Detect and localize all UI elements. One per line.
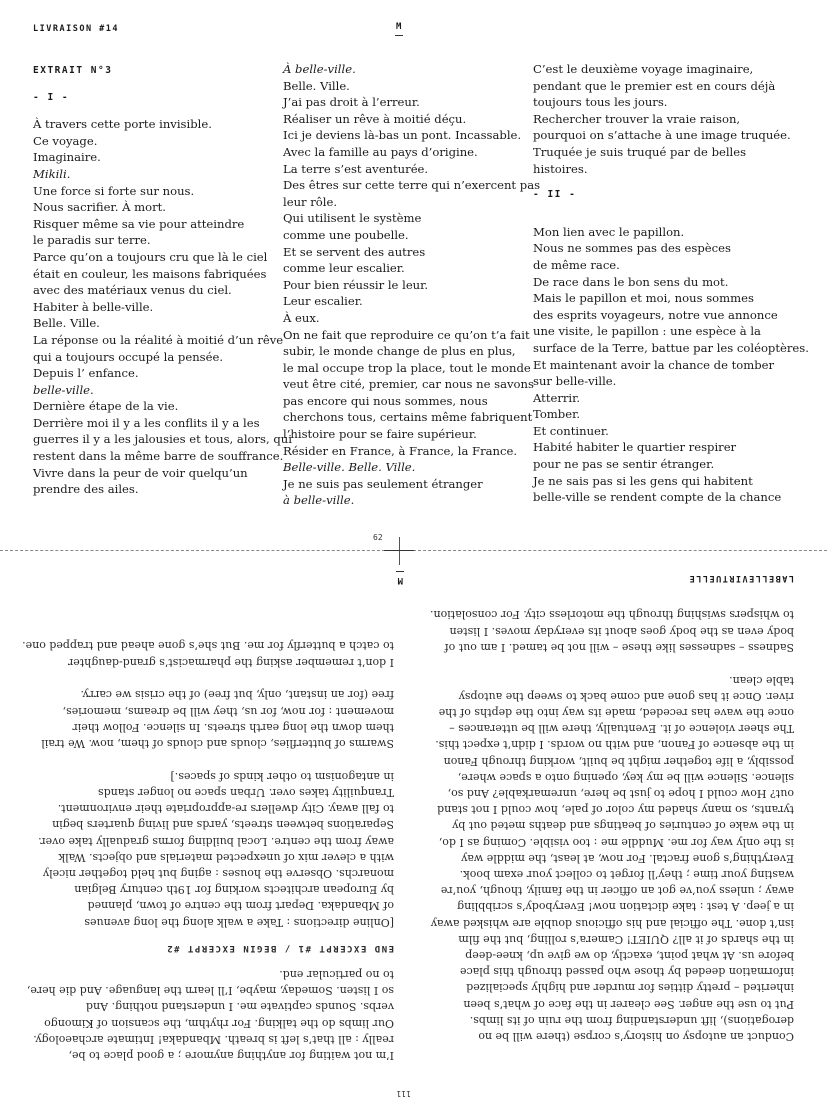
- text-line: to catch a butterfly for me. But she’s gone ahead and trapped one.: [22, 639, 394, 653]
- text-line: Réaliser un rêve à moitié déçu.: [283, 111, 467, 126]
- text-line: inherited – pretty ditties for murder and highly specialized: [466, 981, 794, 995]
- text-line: qui a toujours occupé la pensée.: [33, 349, 224, 364]
- text-line: really : all that’s left is breath. Mbandaka! Intimate archaeology.: [33, 1032, 394, 1046]
- text-line: Belle. Ville.: [283, 78, 350, 93]
- text-line: Everything’s gone fractal. For now, at least, the middle way: [461, 851, 794, 865]
- page-mark-bottom: M: [396, 575, 403, 585]
- english-column-left: [430, 606, 794, 1044]
- text-line: cherchons tous, certains même fabriquent: [283, 410, 533, 425]
- text-line: away from the centre. Local building forms gradually take over.: [38, 834, 394, 848]
- text-line: Qui utilisent le système: [283, 211, 422, 226]
- text-line: Conduct an autopsy on history’s corpse (there will be no: [478, 1030, 794, 1043]
- text-line: Rechercher trouver la vraie raison,: [533, 111, 741, 126]
- text-line: le paradis sur terre.: [33, 233, 151, 248]
- text-line: tyrants, so many shaded my color of pale, how could I not stand: [437, 803, 794, 817]
- text-line: belle-ville se rendent compte de la chance: [533, 490, 782, 505]
- text-line: Truquée je suis truqué par de belles: [533, 144, 747, 159]
- text-line: De race dans le bon sens du mot.: [533, 274, 729, 289]
- column-2: [283, 61, 540, 509]
- text-line: À travers cette porte invisible.: [33, 117, 212, 132]
- text-line: Put to use the anger. See clearer in the face of what’s been: [463, 997, 794, 1011]
- text-line: pourquoi on s’attache à une image truquée.: [533, 128, 791, 143]
- text-line: une visite, le papillon : une espèce à la: [533, 324, 761, 339]
- text-line: so I listen. Someday, maybe, I’ll learn the language. And die here,: [26, 984, 394, 998]
- text-line: to whispers swishing through the motorless city. For consolation.: [430, 608, 794, 622]
- text-line: Nous ne sommes pas des espèces: [533, 241, 731, 256]
- text-line: prendre des ailes.: [33, 482, 139, 497]
- text-line: to no particular end.: [279, 967, 394, 981]
- text-line: Je ne suis pas seulement étranger: [283, 476, 483, 491]
- excerpt-divider: END EXCERPT #1 / BEGIN EXCERPT #2: [165, 942, 394, 953]
- text-line: Belle-ville. Belle. Ville.: [283, 460, 416, 475]
- text-line: I’m not waiting for anything anymore ; a good place to be,: [68, 1049, 394, 1062]
- text-line: guerres il y a les jalousies et tous, alors, qui: [33, 432, 292, 447]
- text-line: Separations between streets, yards and living quarters begin: [52, 818, 394, 832]
- mark-underline-top: [395, 35, 403, 36]
- text-line: monarchs. Observe the houses : aging but held together nicely: [42, 866, 394, 880]
- text-line: l’histoire pour se faire supérieur.: [283, 427, 477, 442]
- text-line: comme leur escalier.: [283, 261, 405, 276]
- issue-header: LIVRAISON #14: [33, 24, 120, 34]
- english-left-lines: [430, 606, 794, 1044]
- column-1-lines: [33, 116, 292, 498]
- text-line: C’est le deuxième voyage imaginaire,: [533, 62, 754, 76]
- text-line: comme une poubelle.: [283, 227, 409, 242]
- text-line: Ici je deviens là-bas un pont. Incassable.: [283, 128, 522, 143]
- text-line: I don’t remember asking the pharmacist’s grand-daughter: [68, 655, 394, 669]
- text-line: Swarms of butterflies, clouds and clouds of them, now. We trail: [41, 736, 394, 750]
- text-line: à belle-ville.: [283, 493, 355, 508]
- text-line: in the wake of centuries of beatings and deaths meted out by: [452, 819, 794, 833]
- text-line: Résider en France, à France, la France.: [283, 443, 518, 458]
- column-3-lines-b: [533, 224, 809, 506]
- text-line: surface de la Terre, battue par les coléoptères.: [533, 340, 809, 355]
- paragraph-gap: [430, 655, 794, 672]
- text-line: Mais le papillon et moi, nous sommes: [533, 291, 754, 306]
- text-line: to fall away. City dwellers re-appropriate their environment.: [57, 802, 394, 816]
- text-line: À eux.: [283, 310, 320, 325]
- text-line: in antagonism to other kinds of spaces.]: [170, 769, 394, 783]
- text-line: in a jeep. A test : take dictation now! Everybody’s scribbling: [457, 900, 794, 914]
- text-line: possibly, a life together might be built, working through Fanon: [443, 754, 794, 768]
- text-line: Et se servent des autres: [283, 244, 426, 259]
- text-line: isn’t done. The official and his officious double are whisked away: [430, 916, 794, 930]
- text-line: in the shards of it all? QUIET! Camera’s rolling, but the film: [458, 932, 794, 946]
- text-line: Nous sacrifier. À mort.: [33, 200, 166, 215]
- text-line: away ; unless you’ve got an officer in the family, though, you’re: [440, 884, 794, 898]
- text-line: [Online directions : Take a walk along the long avenues: [84, 915, 394, 929]
- text-line: Des êtres sur cette terre qui n’exercent pas: [283, 178, 541, 193]
- text-line: wasting your time ; they’ll forget to collect your exam book.: [459, 867, 794, 881]
- text-line: free (for an instant, only, but free) of the crisis we carry.: [80, 688, 394, 702]
- text-line: Risquer même sa vie pour atteindre: [33, 216, 245, 231]
- text-line: Habité habiter le quartier respirer: [533, 440, 737, 455]
- footer-brand: LABELLEVIRTUELLE: [688, 573, 794, 583]
- text-line: pour ne pas se sentir étranger.: [533, 457, 715, 472]
- text-line: body even as the body goes about its everyday moves. I listen: [449, 624, 794, 638]
- column-1: [33, 63, 292, 498]
- text-line: verbs. Sounds captivate me. I understand nothing. And: [86, 1000, 394, 1014]
- english-right-lines: [22, 966, 394, 1063]
- text-line: de même race.: [533, 257, 620, 272]
- text-line: them down the long earth streets. In silence. Follow their: [72, 720, 394, 734]
- text-line: Parce qu’on a toujours cru que là le ciel: [33, 249, 268, 264]
- paragraph-gap: [22, 670, 394, 687]
- text-line: Derrière moi il y a les conflits il y a les: [33, 415, 260, 430]
- text-line: Sadness – sadnesses like these – will not be tamed. I am out of: [444, 640, 794, 654]
- text-line: avec des matériaux venus du ciel.: [33, 283, 232, 298]
- text-line: The sheer violence of it. Eventually, there will be utterances –: [449, 722, 794, 736]
- text-line: Depuis l’ enfance.: [33, 366, 139, 381]
- text-line: Imaginaire.: [33, 150, 101, 165]
- page-number-bottom: 111: [396, 1089, 411, 1098]
- text-line: restent dans la même barre de souffrance.: [33, 449, 284, 464]
- text-line: Mon lien avec le papillon.: [533, 224, 685, 239]
- section-heading: - I -: [33, 91, 70, 103]
- text-line: Ce voyage.: [33, 133, 98, 148]
- text-line: information deeded by those who passed through this place: [460, 965, 794, 979]
- column-2-lines: [283, 61, 540, 509]
- text-line: Habiter à belle-ville.: [33, 299, 154, 314]
- text-line: Avec la famille au pays d’origine.: [283, 144, 478, 159]
- paragraph-gap: [22, 751, 394, 768]
- text-line: Mikili.: [33, 166, 71, 181]
- column-3: [533, 61, 809, 506]
- text-line: Leur escalier.: [283, 294, 363, 309]
- text-line: Dernière étape de la vie.: [33, 399, 179, 414]
- text-line: histoires.: [533, 161, 588, 176]
- text-line: Tomber.: [533, 407, 581, 422]
- english-column-right: [22, 637, 394, 1063]
- text-line: in the absence of Fanon, and with no words. I didn’t expect this.: [435, 738, 794, 752]
- text-line: Pour bien réussir le leur.: [283, 277, 429, 292]
- text-line: La terre s’est aventurée.: [283, 161, 429, 176]
- text-line: était en couleur, les maisons fabriquées: [33, 266, 267, 281]
- text-line: Belle. Ville.: [33, 316, 100, 331]
- text-line: derogations), lift understanding from the ruin of its limbs.: [469, 1013, 794, 1027]
- text-line: once the wave has receded, made its way into the depths of the: [438, 705, 794, 719]
- text-line: movement : for now, for us, they will be dreams, memories,: [62, 704, 394, 718]
- text-line: table clean.: [729, 673, 794, 687]
- text-line: belle-ville.: [33, 382, 94, 397]
- text-line: J’ai pas droit à l’erreur.: [283, 95, 420, 110]
- page-number-top: 62: [373, 533, 383, 542]
- text-line: Et continuer.: [533, 423, 609, 438]
- text-line: veut être cité, premier, car nous ne savons: [283, 377, 534, 392]
- text-line: out? How could I hope to just be here, unremarkable? And so,: [447, 786, 794, 800]
- inverted-page: [0, 551, 827, 1102]
- text-line: des esprits voyageurs, notre vue annonce: [533, 307, 778, 322]
- text-line: of Mbandaka. Depart from the centre of town, planned: [87, 899, 394, 913]
- text-line: pas encore qui nous sommes, nous: [283, 393, 488, 408]
- text-line: Atterrir.: [533, 390, 581, 405]
- text-line: Et maintenant avoir la chance de tomber: [533, 357, 775, 372]
- text-line: Our limbs do the talking. For rhythm, the scansion of Kimongo: [44, 1016, 394, 1030]
- text-line: On ne fait que reproduire ce qu’on t’a fait: [283, 327, 530, 342]
- text-line: Une force si forte sur nous.: [33, 183, 195, 198]
- text-line: by European architects working for 19th century Belgian: [74, 883, 394, 897]
- text-line: La réponse ou la réalité à moitié d’un rêve: [33, 332, 284, 347]
- text-line: le mal occupe trop la place, tout le monde: [283, 360, 531, 375]
- english-right-lines-b: [22, 637, 394, 929]
- text-line: toujours tous les jours.: [533, 95, 668, 110]
- section-heading: - II -: [533, 189, 577, 201]
- text-line: subir, le monde change de plus en plus,: [283, 344, 516, 359]
- text-line: Tranquility takes over. Urban space no longer stands: [98, 785, 394, 799]
- text-line: Vivre dans la peur de voir quelqu’un: [33, 465, 248, 480]
- text-line: before us. At what point, exactly, do we give up, knee-deep: [465, 948, 794, 962]
- excerpt-title: EXTRAIT N°3: [33, 65, 113, 76]
- text-line: with a clever mix of unexpected materials and objects. Walk: [58, 850, 394, 864]
- text-line: Je ne sais pas si les gens qui habitent: [533, 473, 753, 488]
- column-3-lines-a: [533, 61, 809, 177]
- text-line: pendant que le premier est en cours déjà: [533, 78, 776, 93]
- text-line: silence. Silence will be my key, opening onto a space where,: [457, 770, 794, 784]
- text-line: À belle-ville.: [283, 62, 356, 76]
- text-line: river. Once it has gone and come back to sweep the autopsy: [458, 689, 794, 703]
- text-line: is the only way for me. Muddle me : too visible. Coming as I do,: [438, 835, 794, 849]
- text-line: sur belle-ville.: [533, 374, 617, 389]
- text-line: leur rôle.: [283, 194, 338, 209]
- page-mark-top: M: [396, 22, 403, 32]
- mark-underline-bottom: [396, 571, 404, 572]
